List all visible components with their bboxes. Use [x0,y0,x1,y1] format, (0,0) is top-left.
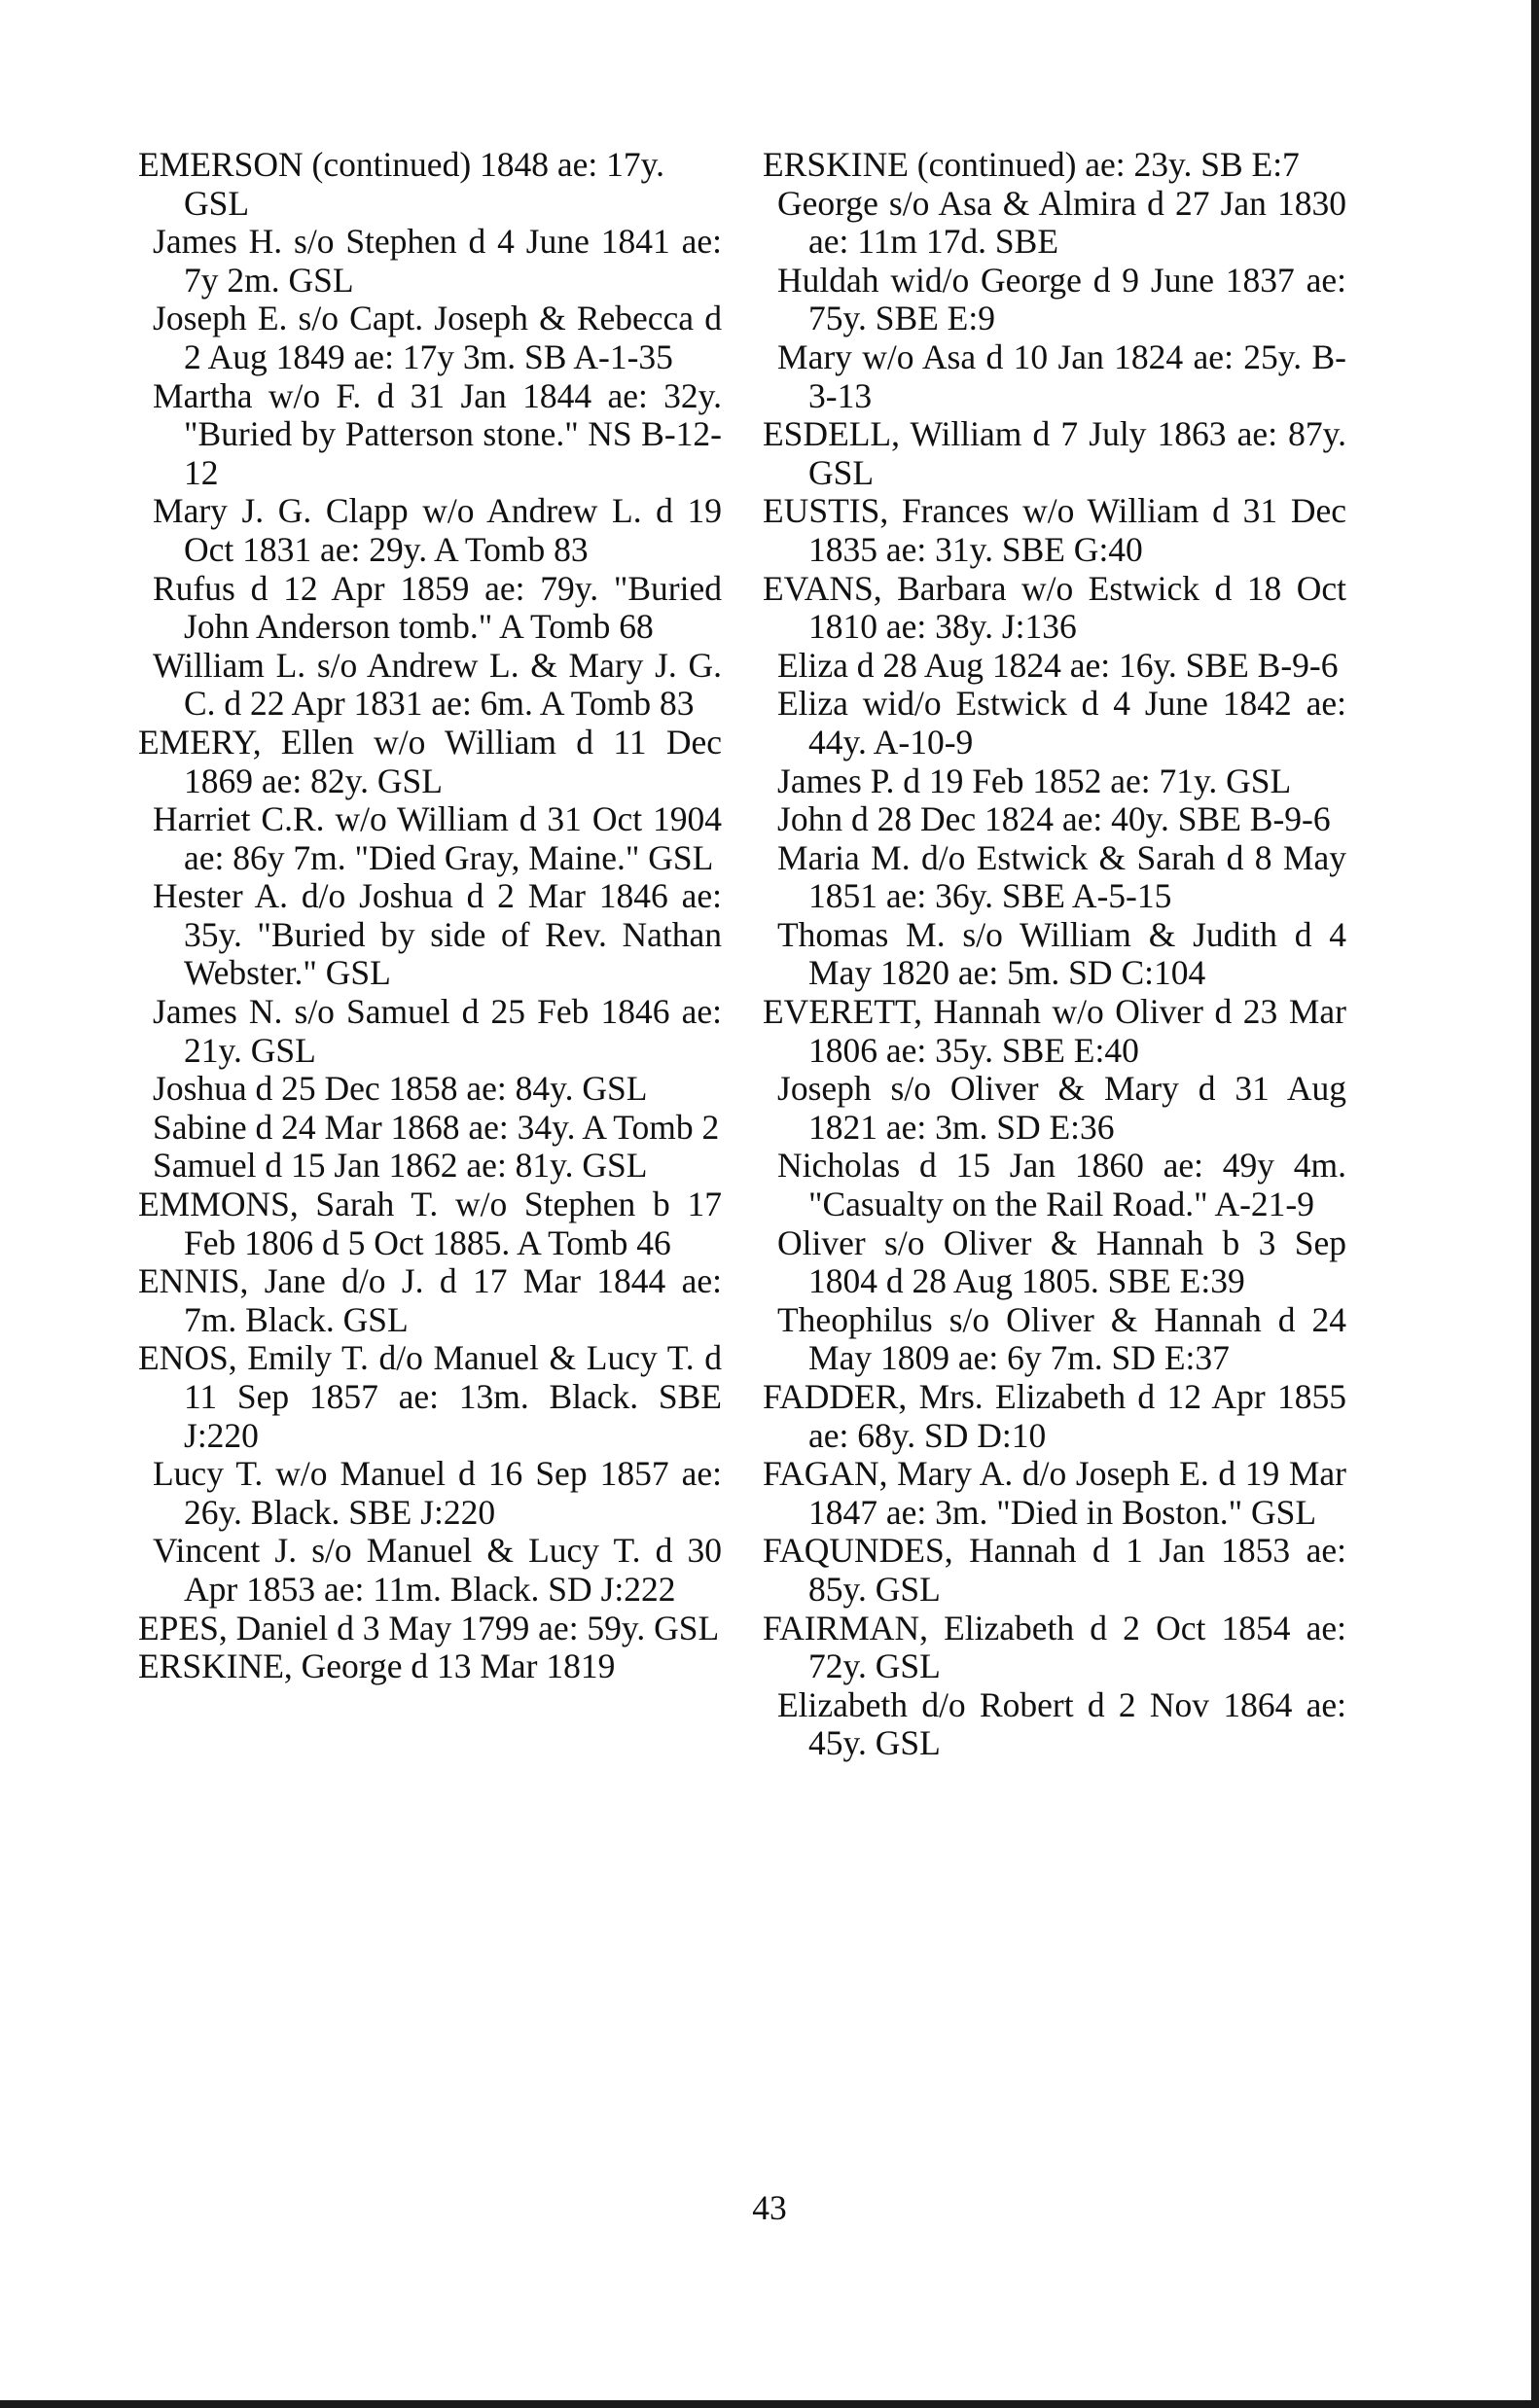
register-entry: Thomas M. s/o William & Judith d 4 May 1820 ae: 5m. SD C:104 [777,914,1346,993]
register-entry: Vincent J. s/o Manuel & Lucy T. d 30 Apr 1853 ae: 11m. Black. SD J:222 [153,1531,722,1609]
scan-border-right [1531,0,1539,2408]
register-entry: James H. s/o Stephen d 4 June 1841 ae: 7y 2m. GSL [153,222,722,300]
register-entry: Martha w/o F. d 31 Jan 1844 ae: 32y. "Buried by Patterson stone." NS B-12-12 [153,375,722,492]
register-entry: EMERY, Ellen w/o William d 11 Dec 1869 ae: 82y. GSL [138,722,722,800]
register-entry: EVERETT, Hannah w/o Oliver d 23 Mar 1806 ae: 35y. SBE E:40 [763,992,1346,1070]
register-entry: FADDER, Mrs. Elizabeth d 12 Apr 1855 ae: 68y. SD D:10 [763,1377,1346,1455]
register-entry: ESDELL, William d 7 July 1863 ae: 87y. GSL [763,414,1346,492]
register-entry: Maria M. d/o Estwick & Sarah d 8 May 1851 ae: 36y. SBE A-5-15 [777,837,1346,916]
register-entry: William L. s/o Andrew L. & Mary J. G. C. d 22 Apr 1831 ae: 6m. A Tomb 83 [153,645,722,724]
register-entry: EPES, Daniel d 3 May 1799 ae: 59y. GSL [138,1608,720,1647]
register-entry: EMMONS, Sarah T. w/o Stephen b 17 Feb 1806 d 5 Oct 1885. A Tomb 46 [138,1185,722,1262]
register-entry: ENOS, Emily T. d/o Manuel & Lucy T. d 11 Sep 1857 ae: 13m. Black. SBE J:220 [138,1338,722,1455]
register-entry: Oliver s/o Oliver & Hannah b 3 Sep 1804 d 28 Aug 1805. SBE E:39 [777,1222,1346,1301]
register-entry: ERSKINE (continued) ae: 23y. SB E:7 [763,145,1300,184]
register-entry: Hester A. d/o Joshua d 2 Mar 1846 ae: 35y. "Buried by side of Rev. Nathan Webster." GSL [153,876,722,993]
register-entry: Mary w/o Asa d 10 Jan 1824 ae: 25y. B-3-13 [777,336,1346,415]
left-column [138,146,722,1686]
register-entry: George s/o Asa & Almira d 27 Jan 1830 ae: 11m 17d. SBE [777,183,1346,262]
register-entry: Elizabeth d/o Robert d 2 Nov 1864 ae: 45y. GSL [777,1684,1346,1763]
register-entry: Rufus d 12 Apr 1859 ae: 79y. "Buried John Anderson tomb." A Tomb 68 [153,568,722,647]
register-entry: Harriet C.R. w/o William d 31 Oct 1904 ae: 86y 7m. "Died Gray, Maine." GSL [153,799,722,877]
register-entry: Nicholas d 15 Jan 1860 ae: 49y 4m. "Casualty on the Rail Road." A-21-9 [777,1146,1346,1224]
register-entry: FAIRMAN, Elizabeth d 2 Oct 1854 ae: 72y. GSL [763,1608,1346,1686]
register-entry: James P. d 19 Feb 1852 ae: 71y. GSL [777,761,1292,800]
register-entry: Joseph s/o Oliver & Mary d 31 Aug 1821 ae: 3m. SD E:36 [777,1069,1346,1147]
register-entry: EUSTIS, Frances w/o William d 31 Dec 1835 ae: 31y. SBE G:40 [763,491,1346,569]
register-entry: FAGAN, Mary A. d/o Joseph E. d 19 Mar 1847 ae: 3m. "Died in Boston." GSL [763,1454,1346,1532]
register-entry: ENNIS, Jane d/o J. d 17 Mar 1844 ae: 7m. Black. GSL [138,1261,722,1339]
register-entry: Eliza wid/o Estwick d 4 June 1842 ae: 44y. A-10-9 [777,684,1346,761]
register-entry: EVANS, Barbara w/o Estwick d 18 Oct 1810 ae: 38y. J:136 [763,568,1346,647]
register-entry: Samuel d 15 Jan 1862 ae: 81y. GSL [153,1146,648,1186]
register-entry: Theophilus s/o Oliver & Hannah d 24 May 1809 ae: 6y 7m. SD E:37 [777,1299,1346,1378]
register-entry: Lucy T. w/o Manuel d 16 Sep 1857 ae: 26y. Black. SBE J:220 [153,1454,722,1532]
register-entry: Eliza d 28 Aug 1824 ae: 16y. SBE B-9-6 [777,645,1339,685]
register-entry: Mary J. G. Clapp w/o Andrew L. d 19 Oct 1831 ae: 29y. A Tomb 83 [153,491,722,569]
register-entry: Sabine d 24 Mar 1868 ae: 34y. A Tomb 2 [153,1107,720,1147]
register-entry: James N. s/o Samuel d 25 Feb 1846 ae: 21y. GSL [153,992,722,1070]
scan-border-bottom [0,2400,1539,2408]
register-entry: Joseph E. s/o Capt. Joseph & Rebecca d 2 Aug 1849 ae: 17y 3m. SB A-1-35 [153,299,722,376]
register-entry: ERSKINE, George d 13 Mar 1819 [138,1647,616,1686]
page-number: 43 [752,2188,787,2227]
register-entry: John d 28 Dec 1824 ae: 40y. SBE B-9-6 [777,799,1331,839]
right-column [763,146,1346,1763]
register-entry: Joshua d 25 Dec 1858 ae: 84y. GSL [153,1069,648,1109]
register-entry: FAQUNDES, Hannah d 1 Jan 1853 ae: 85y. GSL [763,1531,1346,1609]
register-entry: Huldah wid/o George d 9 June 1837 ae: 75y. SBE E:9 [777,260,1346,338]
register-entry: EMERSON (continued) 1848 ae: 17y. GSL [138,145,664,223]
